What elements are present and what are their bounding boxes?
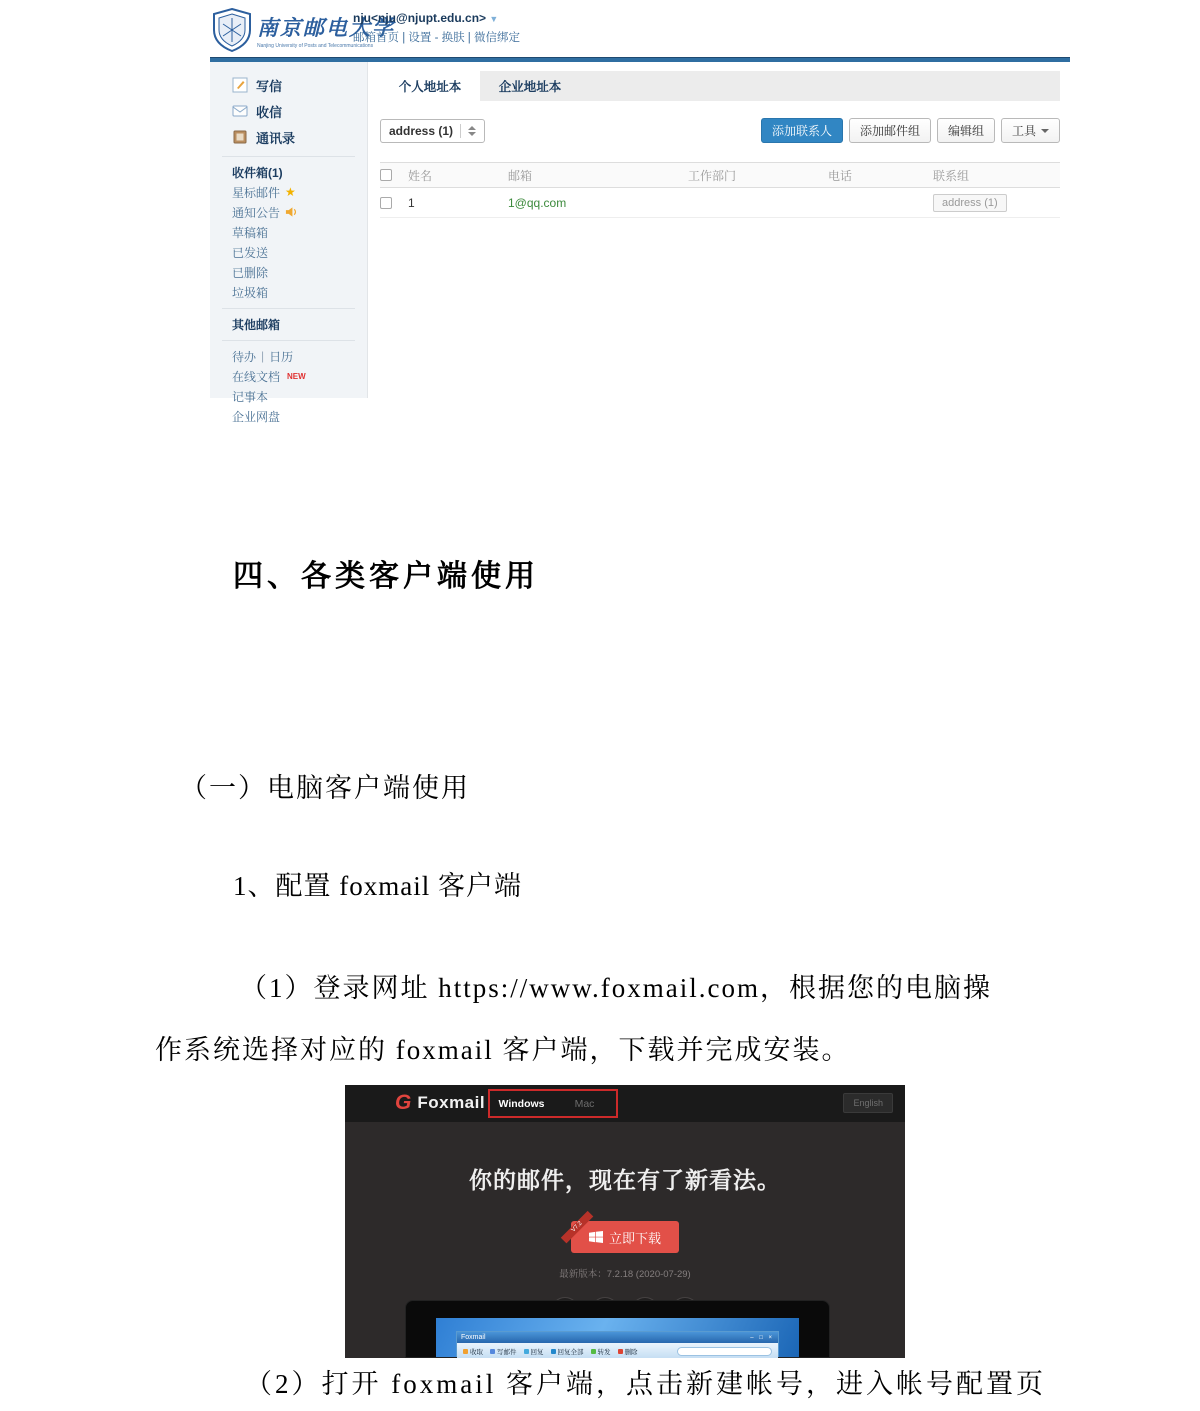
sidebar-folder-spam[interactable]: [232, 282, 367, 302]
toolbar-item[interactable]: 转发: [591, 1347, 611, 1356]
toolbar-item[interactable]: 写邮件: [490, 1347, 517, 1356]
toolbar-icon: [618, 1349, 623, 1354]
column-header-email[interactable]: 邮箱: [508, 168, 533, 183]
contact-email-link[interactable]: 1@qq.com: [508, 195, 567, 210]
client-toolbar: [457, 1343, 778, 1358]
table-header-row: [380, 162, 1060, 188]
tab-enterprise-address-book[interactable]: 企业地址本: [498, 80, 562, 94]
version-text: 最新版本：7.2.18 (2020-07-29): [559, 1269, 691, 1280]
folder-label: 星标邮件: [232, 185, 281, 200]
webmail-sidebar: [210, 62, 368, 424]
envelope-icon: [232, 103, 248, 119]
windows-logo-icon: [589, 1231, 603, 1243]
laptop-screen: [436, 1318, 799, 1357]
client-window-title: Foxmail: [461, 1334, 486, 1341]
sidebar-item-notes[interactable]: [232, 386, 367, 406]
column-header-department[interactable]: 工作部门: [688, 168, 737, 183]
toolbar-icon: [591, 1349, 596, 1354]
toolbar-icon: [551, 1349, 556, 1354]
sidebar-item-label: 企业网盘: [232, 409, 281, 424]
header-links[interactable]: 邮箱首页 | 设置 - 换肤 | 微信绑定: [353, 32, 520, 44]
sidebar-item-online-docs[interactable]: [232, 366, 367, 386]
webmail-screenshot: [210, 5, 1070, 424]
chevron-down-icon: [1041, 129, 1049, 133]
pencil-icon: [232, 77, 248, 93]
sidebar-divider: [222, 156, 355, 157]
inline-separator: |: [261, 349, 265, 363]
client-window-titlebar: [457, 1332, 778, 1343]
university-name-en: Nanjing University of Posts and Telecommunications: [257, 42, 374, 49]
sidebar-folder-sent[interactable]: [232, 242, 367, 262]
paragraph-line: （1）登录网址 https://www.foxmail.com，根据您的电脑操: [240, 973, 992, 1003]
column-header-phone[interactable]: 电话: [828, 168, 853, 183]
contact-name: 1: [408, 195, 415, 210]
sidebar-folder-starred[interactable]: [232, 182, 367, 202]
sidebar-item-label: 写信: [256, 78, 283, 94]
sidebar-item-other-mail[interactable]: [232, 314, 367, 334]
sidebar-item-compose[interactable]: [232, 72, 367, 98]
sidebar-item-label: 记事本: [232, 389, 269, 404]
sidebar-item-receive[interactable]: [232, 98, 367, 124]
toolbar-item[interactable]: 回复全部: [551, 1347, 584, 1356]
folder-label: 已发送: [232, 245, 269, 260]
toolbar-item[interactable]: 回复: [524, 1347, 544, 1356]
account-area: [353, 11, 520, 45]
sidebar-link-calendar[interactable]: 日历: [269, 349, 294, 364]
foxmail-navbar: [345, 1085, 905, 1122]
account-email: nju<nju@njupt.edu.cn>: [353, 11, 487, 25]
tools-label: 工具: [1011, 124, 1036, 138]
subsubsection-heading: 1、配置 foxmail 客户端: [233, 871, 522, 901]
toolbar-icon: [524, 1349, 529, 1354]
folder-label: 草稿箱: [232, 225, 269, 240]
edit-group-button[interactable]: 编辑组: [937, 118, 995, 143]
tab-personal-address-book[interactable]: 个人地址本: [380, 71, 480, 101]
nav-tab-mac[interactable]: Mac: [574, 1097, 595, 1110]
column-header-name[interactable]: 姓名: [408, 168, 433, 183]
speaker-icon: [285, 206, 298, 218]
add-contact-button[interactable]: 添加联系人: [761, 118, 843, 143]
paragraph-line: （2）打开 foxmail 客户端，点击新建帐号，进入帐号配置页: [245, 1369, 1046, 1399]
annotation-red-box: [488, 1089, 618, 1118]
foxmail-screenshot: [345, 1085, 905, 1358]
toolbar-buttons: [761, 118, 1060, 143]
section-heading: 四、各类客户端使用: [233, 560, 539, 593]
address-book-tabs: [380, 71, 1060, 101]
subsection-heading: （一）电脑客户端使用: [180, 773, 470, 803]
contacts-table: [380, 162, 1060, 218]
laptop-image: [405, 1300, 830, 1358]
table-row[interactable]: [380, 188, 1060, 218]
toolbar-icon: [463, 1349, 468, 1354]
foxmail-client-window: [456, 1331, 779, 1357]
folder-label: 已删除: [232, 265, 269, 280]
row-checkbox[interactable]: [380, 197, 392, 209]
contacts-toolbar: [380, 118, 1060, 143]
star-icon: ★: [285, 185, 296, 199]
sidebar-item-netdisk[interactable]: [232, 406, 367, 426]
group-select-dropdown[interactable]: [380, 119, 485, 143]
sidebar-folder-deleted[interactable]: [232, 262, 367, 282]
sidebar-link-todo[interactable]: 待办: [232, 349, 257, 364]
sidebar-item-contacts[interactable]: [232, 124, 367, 150]
sidebar-folder-drafts[interactable]: [232, 222, 367, 242]
sidebar-folder-inbox[interactable]: [232, 162, 367, 182]
column-header-group[interactable]: 联系组: [933, 168, 970, 183]
university-name-cn: 南京邮电大学: [257, 15, 395, 40]
new-badge: NEW: [287, 371, 306, 381]
add-mail-group-button[interactable]: 添加邮件组: [849, 118, 931, 143]
select-all-checkbox[interactable]: [380, 169, 392, 181]
download-button[interactable]: [571, 1221, 679, 1253]
sidebar-divider: [222, 340, 355, 341]
search-input[interactable]: [677, 1347, 772, 1356]
webmail-header: [210, 5, 1070, 57]
sidebar-item-label: 通讯录: [256, 130, 296, 146]
english-button[interactable]: English: [843, 1093, 893, 1113]
university-shield-icon: [213, 8, 251, 52]
foxmail-brand: [395, 1092, 485, 1113]
foxmail-logo-icon: G: [395, 1091, 412, 1114]
select-divider: [460, 124, 461, 138]
sidebar-item-todo-calendar: [232, 346, 367, 366]
version-ribbon: V7.2: [561, 1211, 594, 1244]
foxmail-brand-name: Foxmail: [417, 1092, 486, 1112]
sidebar-item-label: 收信: [256, 104, 283, 120]
paragraph-line: 作系统选择对应的 foxmail 客户端，下载并完成安装。: [155, 1035, 851, 1065]
account-dropdown[interactable]: [353, 11, 520, 25]
group-select-value: address (1): [389, 123, 454, 138]
chevron-down-icon: ▼: [489, 14, 499, 24]
toolbar-item[interactable]: 删除: [618, 1347, 638, 1356]
sidebar-divider: [222, 308, 355, 309]
download-label: 立即下载: [608, 1230, 661, 1246]
foxmail-hero-title: 你的邮件，现在有了新看法。: [469, 1167, 781, 1193]
toolbar-icon: [490, 1349, 495, 1354]
webmail-main: [368, 62, 1070, 398]
nav-tab-windows[interactable]: Windows: [498, 1097, 545, 1110]
webmail-body: [210, 62, 1070, 424]
tools-button[interactable]: [1001, 118, 1060, 143]
sidebar-folder-announcements[interactable]: [232, 202, 367, 222]
toolbar-item[interactable]: 收取: [463, 1347, 483, 1356]
folder-label: 垃圾箱: [232, 285, 269, 300]
sort-arrows-icon: [468, 126, 476, 136]
contact-group-tag[interactable]: address (1): [933, 194, 1007, 212]
folder-label: 通知公告: [232, 205, 281, 220]
window-controls[interactable]: – □ ×: [750, 1334, 774, 1341]
folder-label: 收件箱(1): [232, 165, 283, 180]
sidebar-item-label: 其他邮箱: [232, 317, 281, 332]
sidebar-item-label: 在线文档: [232, 369, 281, 384]
address-book-icon: [232, 129, 248, 145]
